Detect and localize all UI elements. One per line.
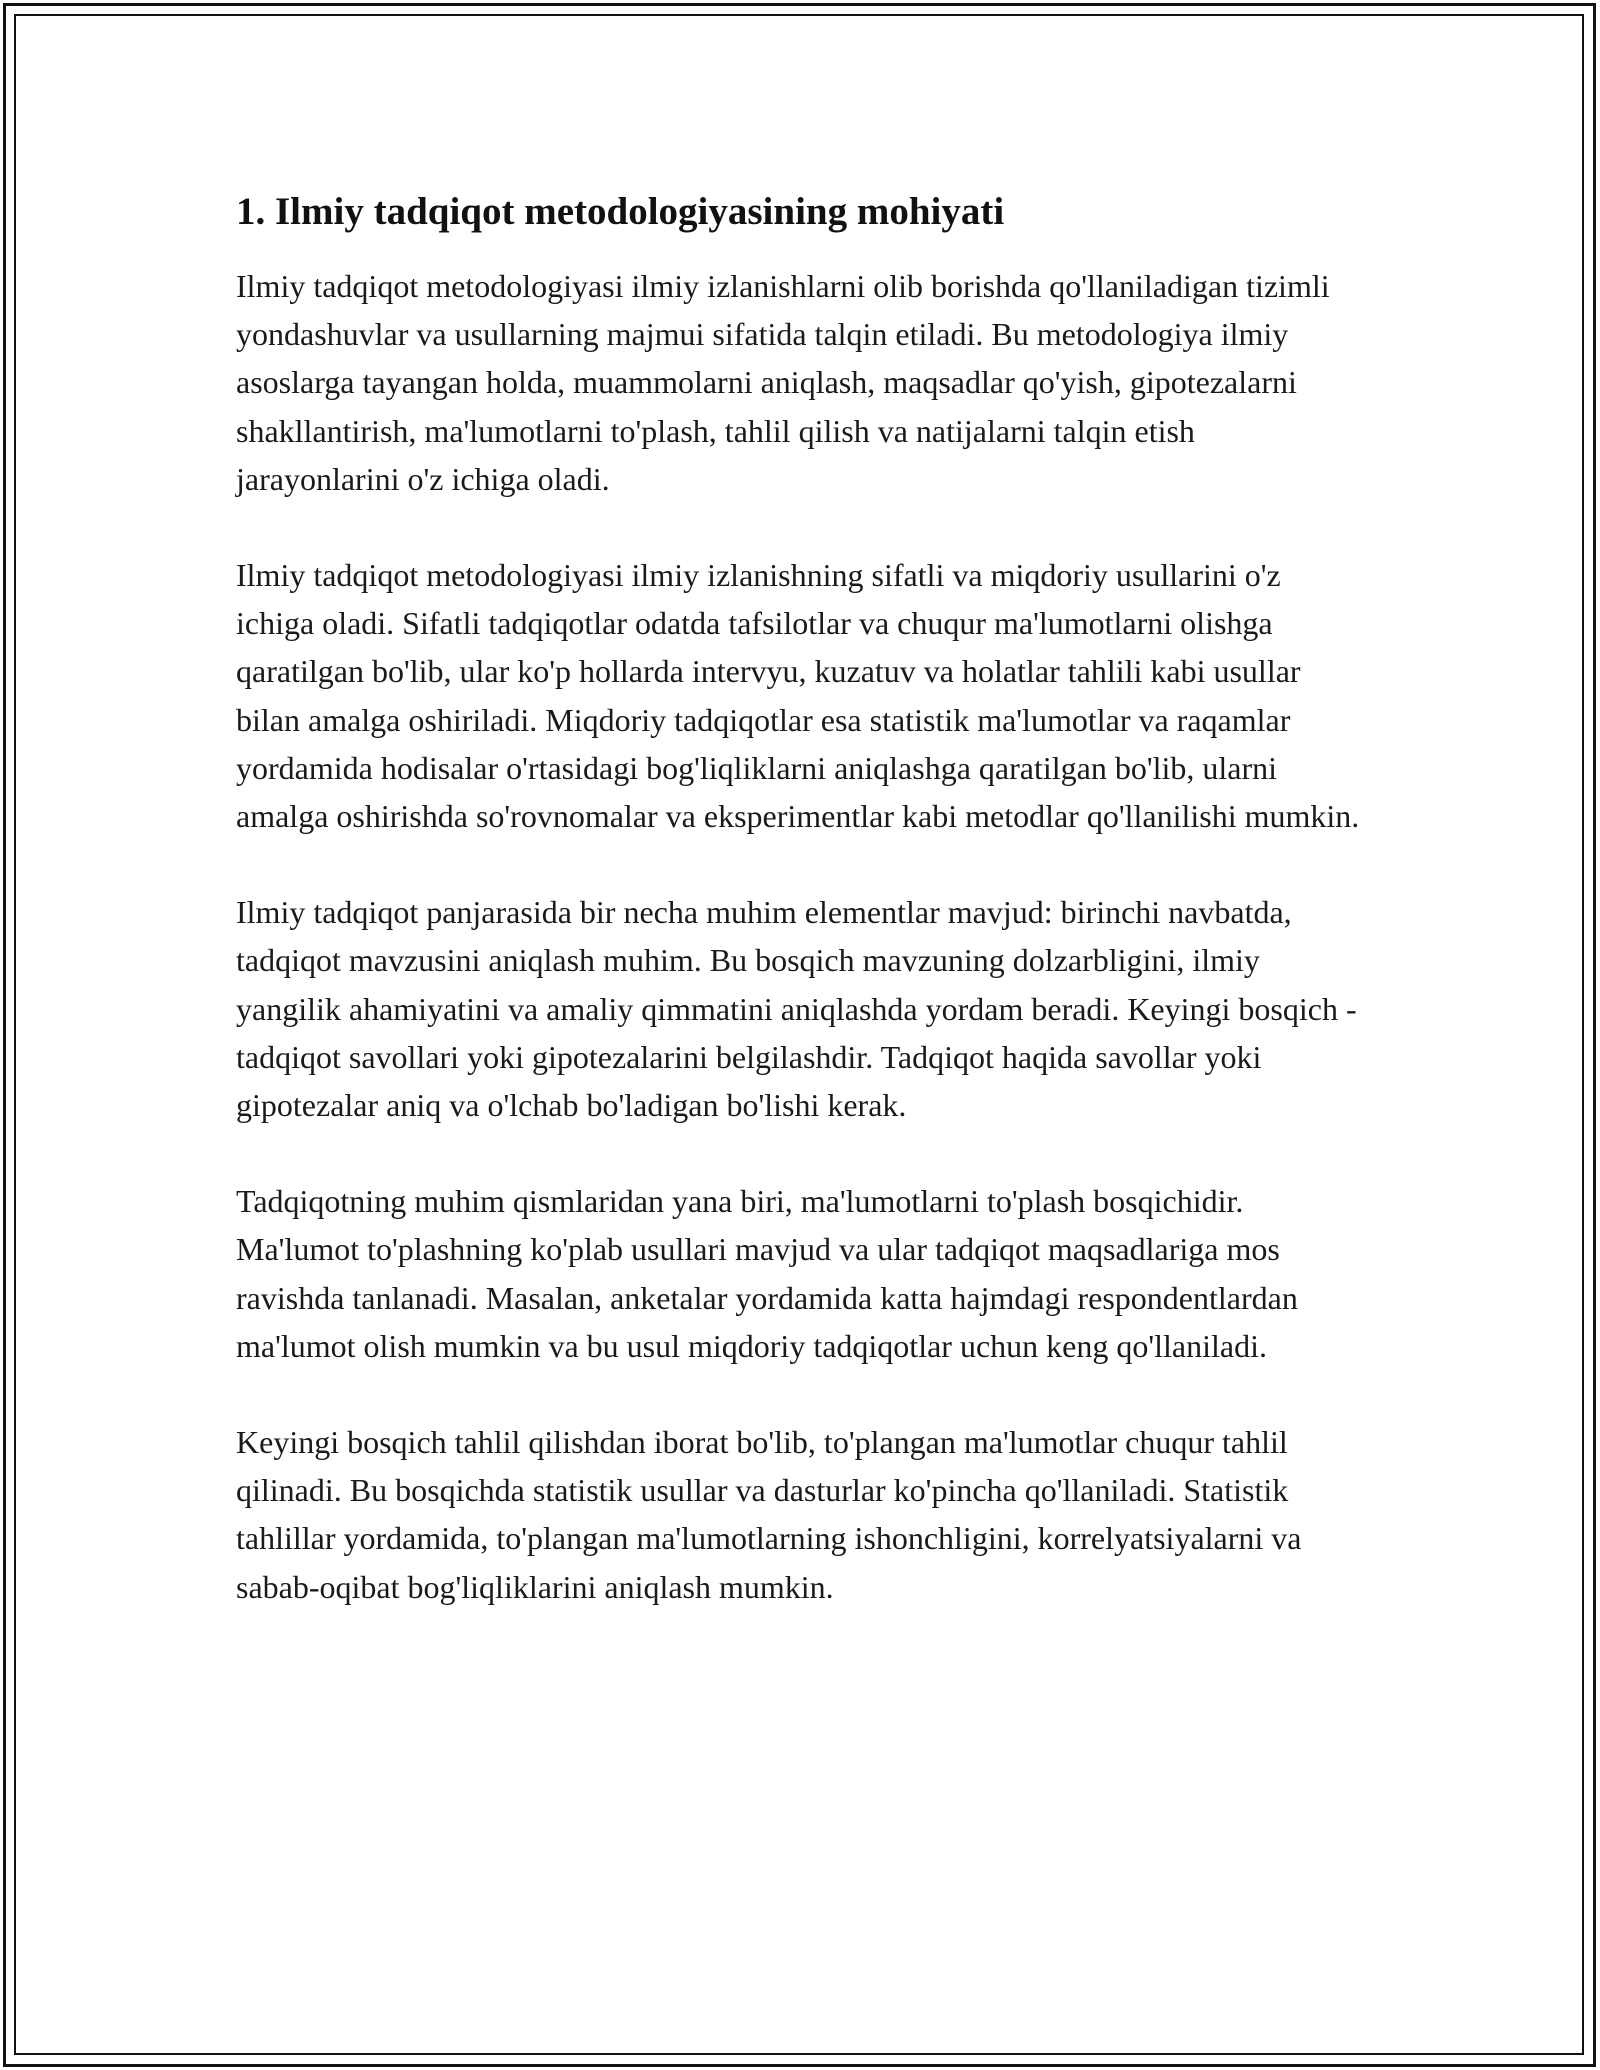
paragraph-5: Keyingi bosqich tahlil qilishdan iborat bo'lib, to'plangan ma'lumotlar chuqur tahlil qilinadi. Bu bosqichda statistik usullar va dasturlar ko'pincha qo'llaniladi. Statistik tahlillar yordamida, to'plangan ma'lumotlarning ishonchligini, korrelyatsiyalarni va sabab-oqibat bog'liqliklarini aniqlash mumkin. [236, 1424, 1302, 1605]
section-heading: 1. Ilmiy tadqiqot metodologiyasining mohiyati [236, 190, 1005, 233]
paragraph-1: Ilmiy tadqiqot metodologiyasi ilmiy izlanishlarni olib borishda qo'llaniladigan tizimli yondashuvlar va usullarning majmui sifatida talqin etiladi. Bu metodologiya ilmiy asoslarga tayangan holda, muammolarni aniqlash, maqsadlar qo'yish, gipotezalarni shakllantirish, ma'lumotlarni to'plash, tahlil qilish va natijalarni talqin etish jarayonlarini o'z ichiga oladi. [236, 268, 1330, 497]
paragraph-2: Ilmiy tadqiqot metodologiyasi ilmiy izlanishning sifatli va miqdoriy usullarini o'z ichiga oladi. Sifatli tadqiqotlar odatda tafsilotlar va chuqur ma'lumotlarni olishga qaratilgan bo'lib, ular ko'p hollarda intervyu, kuzatuv va holatlar tahlili kabi usullar bilan amalga oshiriladi. Miqdoriy tadqiqotlar esa statistik ma'lumotlar va raqamlar yordamida hodisalar o'rtasidagi bog'liqliklarni aniqlashga qaratilgan bo'lib, ularni amalga oshirishda so'rovnomalar va eksperimentlar kabi metodlar qo'llanilishi mumkin. [236, 557, 1360, 835]
paragraph-3: Ilmiy tadqiqot panjarasida bir necha muhim elementlar mavjud: birinchi navbatda, tadqiqot mavzusini aniqlash muhim. Bu bosqich mavzuning dolzarbligini, ilmiy yangilik ahamiyatini va amaliy qimmatini aniqlashda yordam beradi. Keyingi bosqich - tadqiqot savollari yoki gipotezalarini belgilashdir. Tadqiqot haqida savollar yoki gipotezalar aniq va o'lchab bo'ladigan bo'lishi kerak. [236, 894, 1357, 1124]
document-body [236, 188, 1366, 1659]
paragraph-4: Tadqiqotning muhim qismlaridan yana biri, ma'lumotlarni to'plash bosqichidir. Ma'lumot to'plashning ko'plab usullari mavjud va ular tadqiqot maqsadlariga mos ravishda tanlanadi. Masalan, anketalar yordamida katta hajmdagi respondentlardan ma'lumot olish mumkin va bu usul miqdoriy tadqiqotlar uchun keng qo'llaniladi. [236, 1183, 1298, 1364]
